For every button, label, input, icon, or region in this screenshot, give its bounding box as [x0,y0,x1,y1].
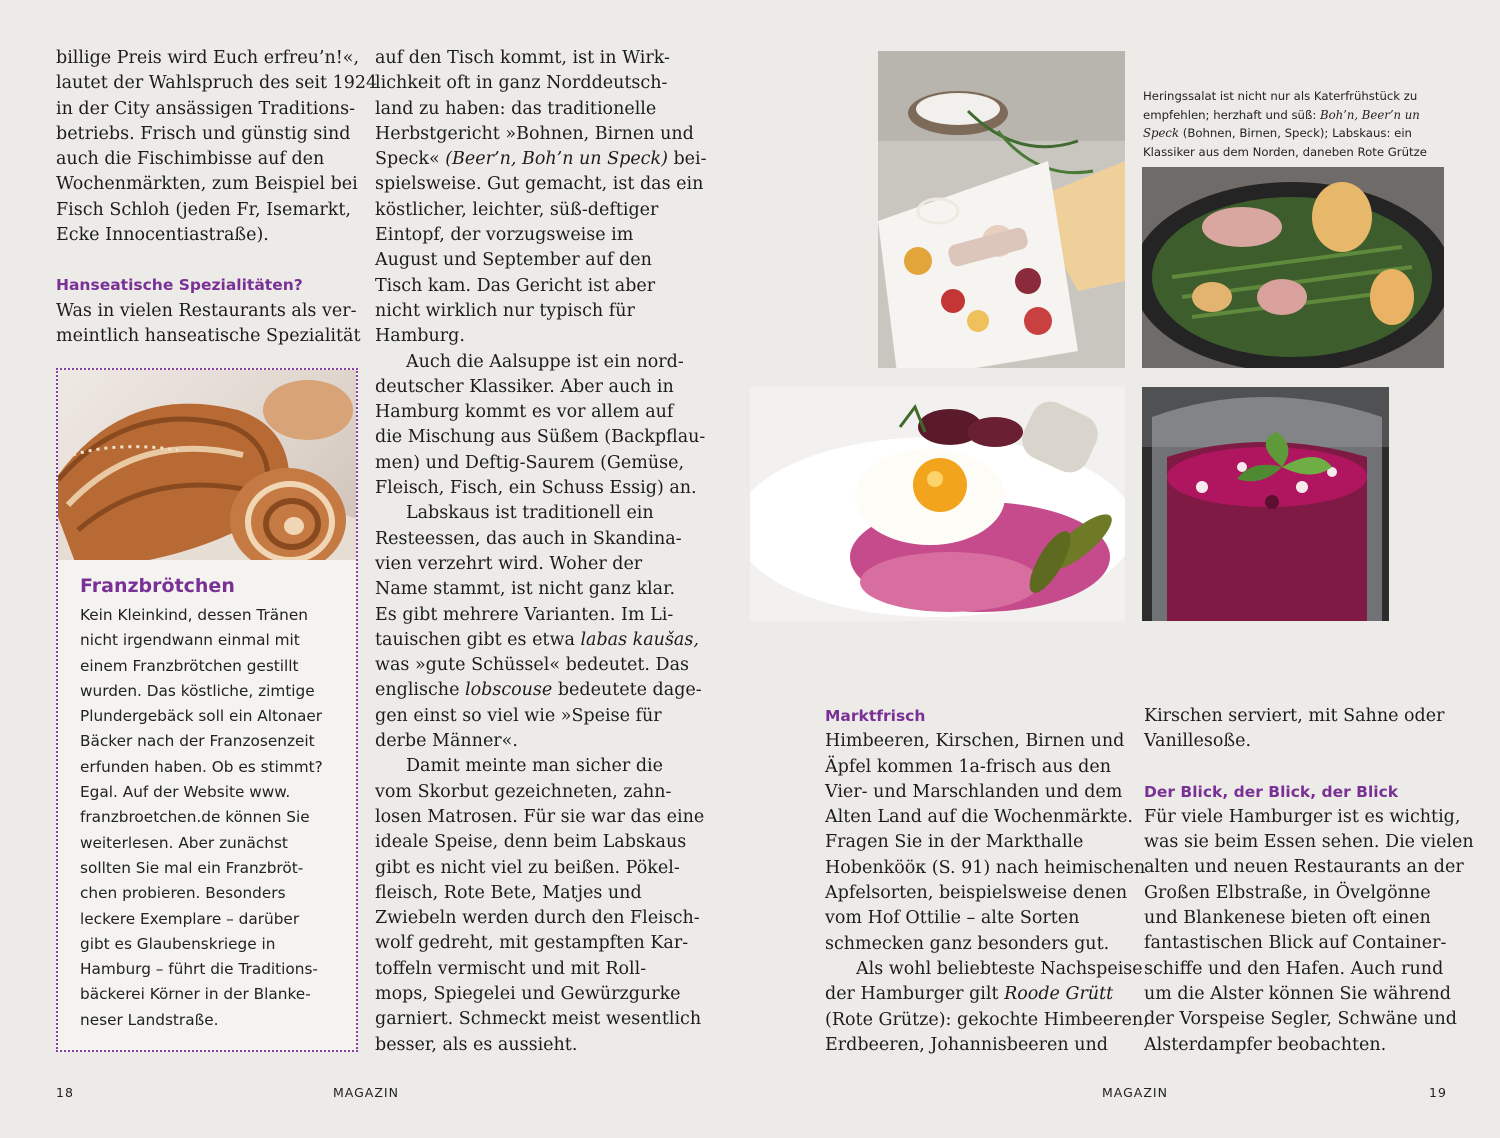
col3-paragraph-a [825,729,1146,957]
col2-line-lobscouse: englische lobscouse bedeutete dage- [375,680,702,701]
col2-line-gute: was »gute Schüssel« bedeutet. Das [375,655,689,676]
box-text [80,603,323,1033]
text-line: köstlicher, leichter, süß-deftiger [375,199,659,220]
heading-hanseatische: Hanseatische Spezialitäten? [56,276,303,295]
text-line: Hobenkööк (S. 91) nach heimischen [825,857,1146,878]
franzbroetchen-box [56,368,358,1052]
left-column-1 [56,46,378,349]
text-line: lautet der Wahlspruch des seit 1924 [56,73,378,94]
text-line: toffeln vermischt und mit Roll- [375,958,647,979]
heading-blick: Der Blick, der Blick, der Blick [1144,782,1399,801]
text-line: fleisch, Rote Bete, Matjes und [375,882,642,903]
text-line: in der City ansässigen Traditions- [56,98,356,119]
text-line: Apfelsorten, beispielsweise denen [825,883,1128,904]
text-line: nicht wirklich nur typisch für [375,300,635,321]
text-line: fantastischen Blick auf Container- [1144,933,1447,954]
beans-pears-image [1142,167,1444,368]
franzbroetchen-photo [58,370,356,560]
text-line: Fragen Sie in der Markthalle [825,832,1084,853]
text-line: Hamburg – führt die Traditions- [80,960,318,979]
pastry-image [58,370,356,560]
photo-rote-gruetze [1142,387,1389,621]
col2-intro [375,46,694,147]
rote-gruetze-image [1142,387,1389,621]
col2-gegen [375,704,685,755]
text-line: mops, Spiegelei und Gewürzgurke [375,983,681,1004]
text-line: Vanillesoße. [1144,731,1252,752]
photo-labskaus [750,387,1125,621]
col2-aalsuppe [375,350,706,502]
text-line: und Blankenese bieten oft einen [1144,908,1431,929]
text-line: vom Skorbut gezeichneten, zahn- [375,781,672,802]
text-line: Eintopf, der vorzugsweise im [375,225,634,246]
text-line: derbe Männer«. [375,731,518,752]
text-line: alten und neuen Restaurants an der [1144,857,1464,878]
text-line: Erdbeeren, Johannisbeeren und [825,1034,1108,1055]
text-line: (Rote Grütze): gekochte Himbeeren, [825,1009,1149,1030]
text-line: Es gibt mehrere Varianten. Im Li- [375,604,674,625]
text-line: chen probieren. Besonders [80,884,286,903]
running-head-left: MAGAZIN [333,1085,399,1100]
text-line: Kein Kleinkind, dessen Tränen [80,606,308,624]
caption-line-2: empfehlen; herzhaft und süß: Boh’n, Beer’n un [1143,107,1420,122]
text-line: Bäcker nach der Franzosenzeit [80,732,315,751]
page-number-left: 18 [56,1085,74,1100]
text-line: einem Franzbrötchen gestillt [80,656,299,675]
photo-herring-salad [878,51,1125,368]
text-line: land zu haben: das traditionelle [375,98,657,119]
text-line: lichkeit oft in ganz Norddeutsch- [375,73,668,94]
text-line: Hamburg kommt es vor allem auf [375,402,674,423]
col3-line-nachspeise: Als wohl beliebteste Nachspeise [856,958,1143,979]
text-line: billige Preis wird Euch erfreu’n!«, [56,48,360,68]
text-line: Ecke Innocentiastraße). [56,225,269,246]
text-line: auf den Tisch kommt, ist in Wirk- [375,48,670,68]
labskaus-image [750,387,1125,621]
text-line: gen einst so viel wie »Speise für [375,705,662,726]
text-line: Damit meinte man sicher die [406,756,663,777]
text-line: Großen Elbstraße, in Övelgönne [1144,882,1431,903]
text-line: Vier- und Marschlanden und dem [825,781,1123,802]
text-line: vom Hof Ottilie – alte Sorten [825,908,1080,929]
text-line: nicht irgendwann einmal mit [80,631,300,650]
text-line: Alsterdampfer beobachten. [1144,1034,1387,1055]
col2-line-labas: tauischen gibt es etwa labas kaušas, [375,629,699,650]
text-line: Für viele Hamburger ist es wichtig, [1144,806,1461,827]
col2-line-speck: Speck« (Beer’n, Boh’n un Speck) bei- [375,149,707,170]
text-line: ideale Speise, denn beim Labskaus [375,832,687,853]
text-line: auch die Fischimbisse auf den [56,149,325,170]
caption-line-3: Speck (Bohnen, Birnen, Speck); Labskaus: ein [1143,126,1412,140]
running-head-right: MAGAZIN [1102,1085,1168,1100]
text-line: leckere Exemplare – darüber [80,909,300,928]
col4-paragraph-a [1144,704,1454,755]
text-line: schiffe und den Hafen. Auch rund [1144,958,1444,979]
text-line: Was in vielen Restaurants als ver- [56,300,357,321]
text-line: bäckerei Körner in der Blanke- [80,985,311,1004]
text-line: Name stammt, ist nicht ganz klar. [375,579,676,600]
right-column-1 [825,704,1149,1058]
text-line: Äpfel kommen 1a-frisch aus den [825,756,1111,777]
text-line: Fisch Schloh (jeden Fr, Isemarkt, [56,199,351,220]
text-line: gibt es Glaubenskriege in [80,934,276,953]
text-line: erfunden haben. Ob es stimmt? [80,757,323,776]
text-line: der Vorspeise Segler, Schwäne und [1144,1009,1457,1030]
text-line: garniert. Schmeckt meist wesentlich [375,1009,702,1030]
col1-paragraph-b [56,299,361,350]
photo-beans-pears-bacon [1142,167,1444,368]
page-number-right: 19 [1429,1085,1447,1100]
heading-marktfrisch: Marktfrisch [825,707,926,725]
text-line: die Mischung aus Süßem (Backpflau- [375,427,706,448]
text-line: Wochenmärkten, zum Beispiel bei [56,174,358,195]
text-line: losen Matrosen. Für sie war das eine [375,806,705,827]
text-line: August und September auf den [375,250,652,271]
text-line: betriebs. Frisch und günstig sind [56,123,351,144]
caption-line-1: Heringssalat ist nicht nur als Katerfrühstück zu [1143,89,1418,103]
text-line: Labskaus ist traditionell ein [406,503,654,524]
text-line: wolf gedreht, mit gestampften Kar- [375,933,689,954]
col3-line-roode: der Hamburger gilt Roode Grütt [825,984,1114,1005]
text-line: Tisch kam. Das Gericht ist aber [375,275,656,296]
text-line: men) und Deftig-Saurem (Gemüse, [375,452,685,473]
text-line: vien verzehrt wird. Woher der [375,553,643,574]
text-line: spielsweise. Gut gemacht, ist das ein [375,174,704,195]
col2-damit [375,754,705,1058]
text-line: Alten Land auf die Wochenmärkte. [825,807,1133,828]
text-line: Herbstgericht »Bohnen, Birnen und [375,123,694,144]
herring-salad-image [878,51,1125,368]
col3-paragraph-b [825,1008,1149,1059]
text-line: Plundergebäck soll ein Altonaer [80,707,323,726]
box-title: Franzbrötchen [80,575,235,597]
col4-paragraph-b [1144,805,1474,1058]
photo-caption [1143,87,1427,161]
text-line: franzbroetchen.de können Sie [80,808,310,827]
text-line: meintlich hanseatische Spezialität [56,325,361,346]
text-line: was sie beim Essen sehen. Die vielen [1144,832,1474,853]
col1-paragraph-a [56,46,378,248]
text-line: Hamburg. [375,326,465,347]
text-line: Fleisch, Fisch, ein Schuss Essig) an. [375,478,697,499]
text-line: um die Alster können Sie während [1144,983,1451,1004]
text-line: Kirschen serviert, mit Sahne oder [1144,706,1445,726]
text-line: besser, als es aussieht. [375,1034,578,1055]
left-column-2 [375,46,707,1058]
text-line: schmecken ganz besonders gut. [825,933,1110,954]
text-line: gibt es nicht viel zu beißen. Pökel- [375,857,680,878]
text-line: Auch die Aalsuppe ist ein nord- [406,351,684,372]
col2-labskaus [375,501,685,627]
caption-line-4: Klassiker aus dem Norden, daneben Rote Grütze [1143,144,1427,159]
text-line: neser Landstraße. [80,1010,219,1029]
text-line: Resteessen, das auch in Skandina- [375,528,682,549]
right-column-2 [1144,704,1474,1058]
col2-intro-rest [375,172,704,349]
text-line: wurden. Das köstliche, zimtige [80,681,315,700]
text-line: Zwiebeln werden durch den Fleisch- [375,908,700,929]
text-line: Himbeeren, Kirschen, Birnen und [825,731,1125,752]
text-line: sollten Sie mal ein Franzbröt- [80,858,304,877]
text-line: Egal. Auf der Website www. [80,783,291,802]
text-line: weiterlesen. Aber zunächst [80,833,288,852]
text-line: deutscher Klassiker. Aber auch in [375,376,674,397]
